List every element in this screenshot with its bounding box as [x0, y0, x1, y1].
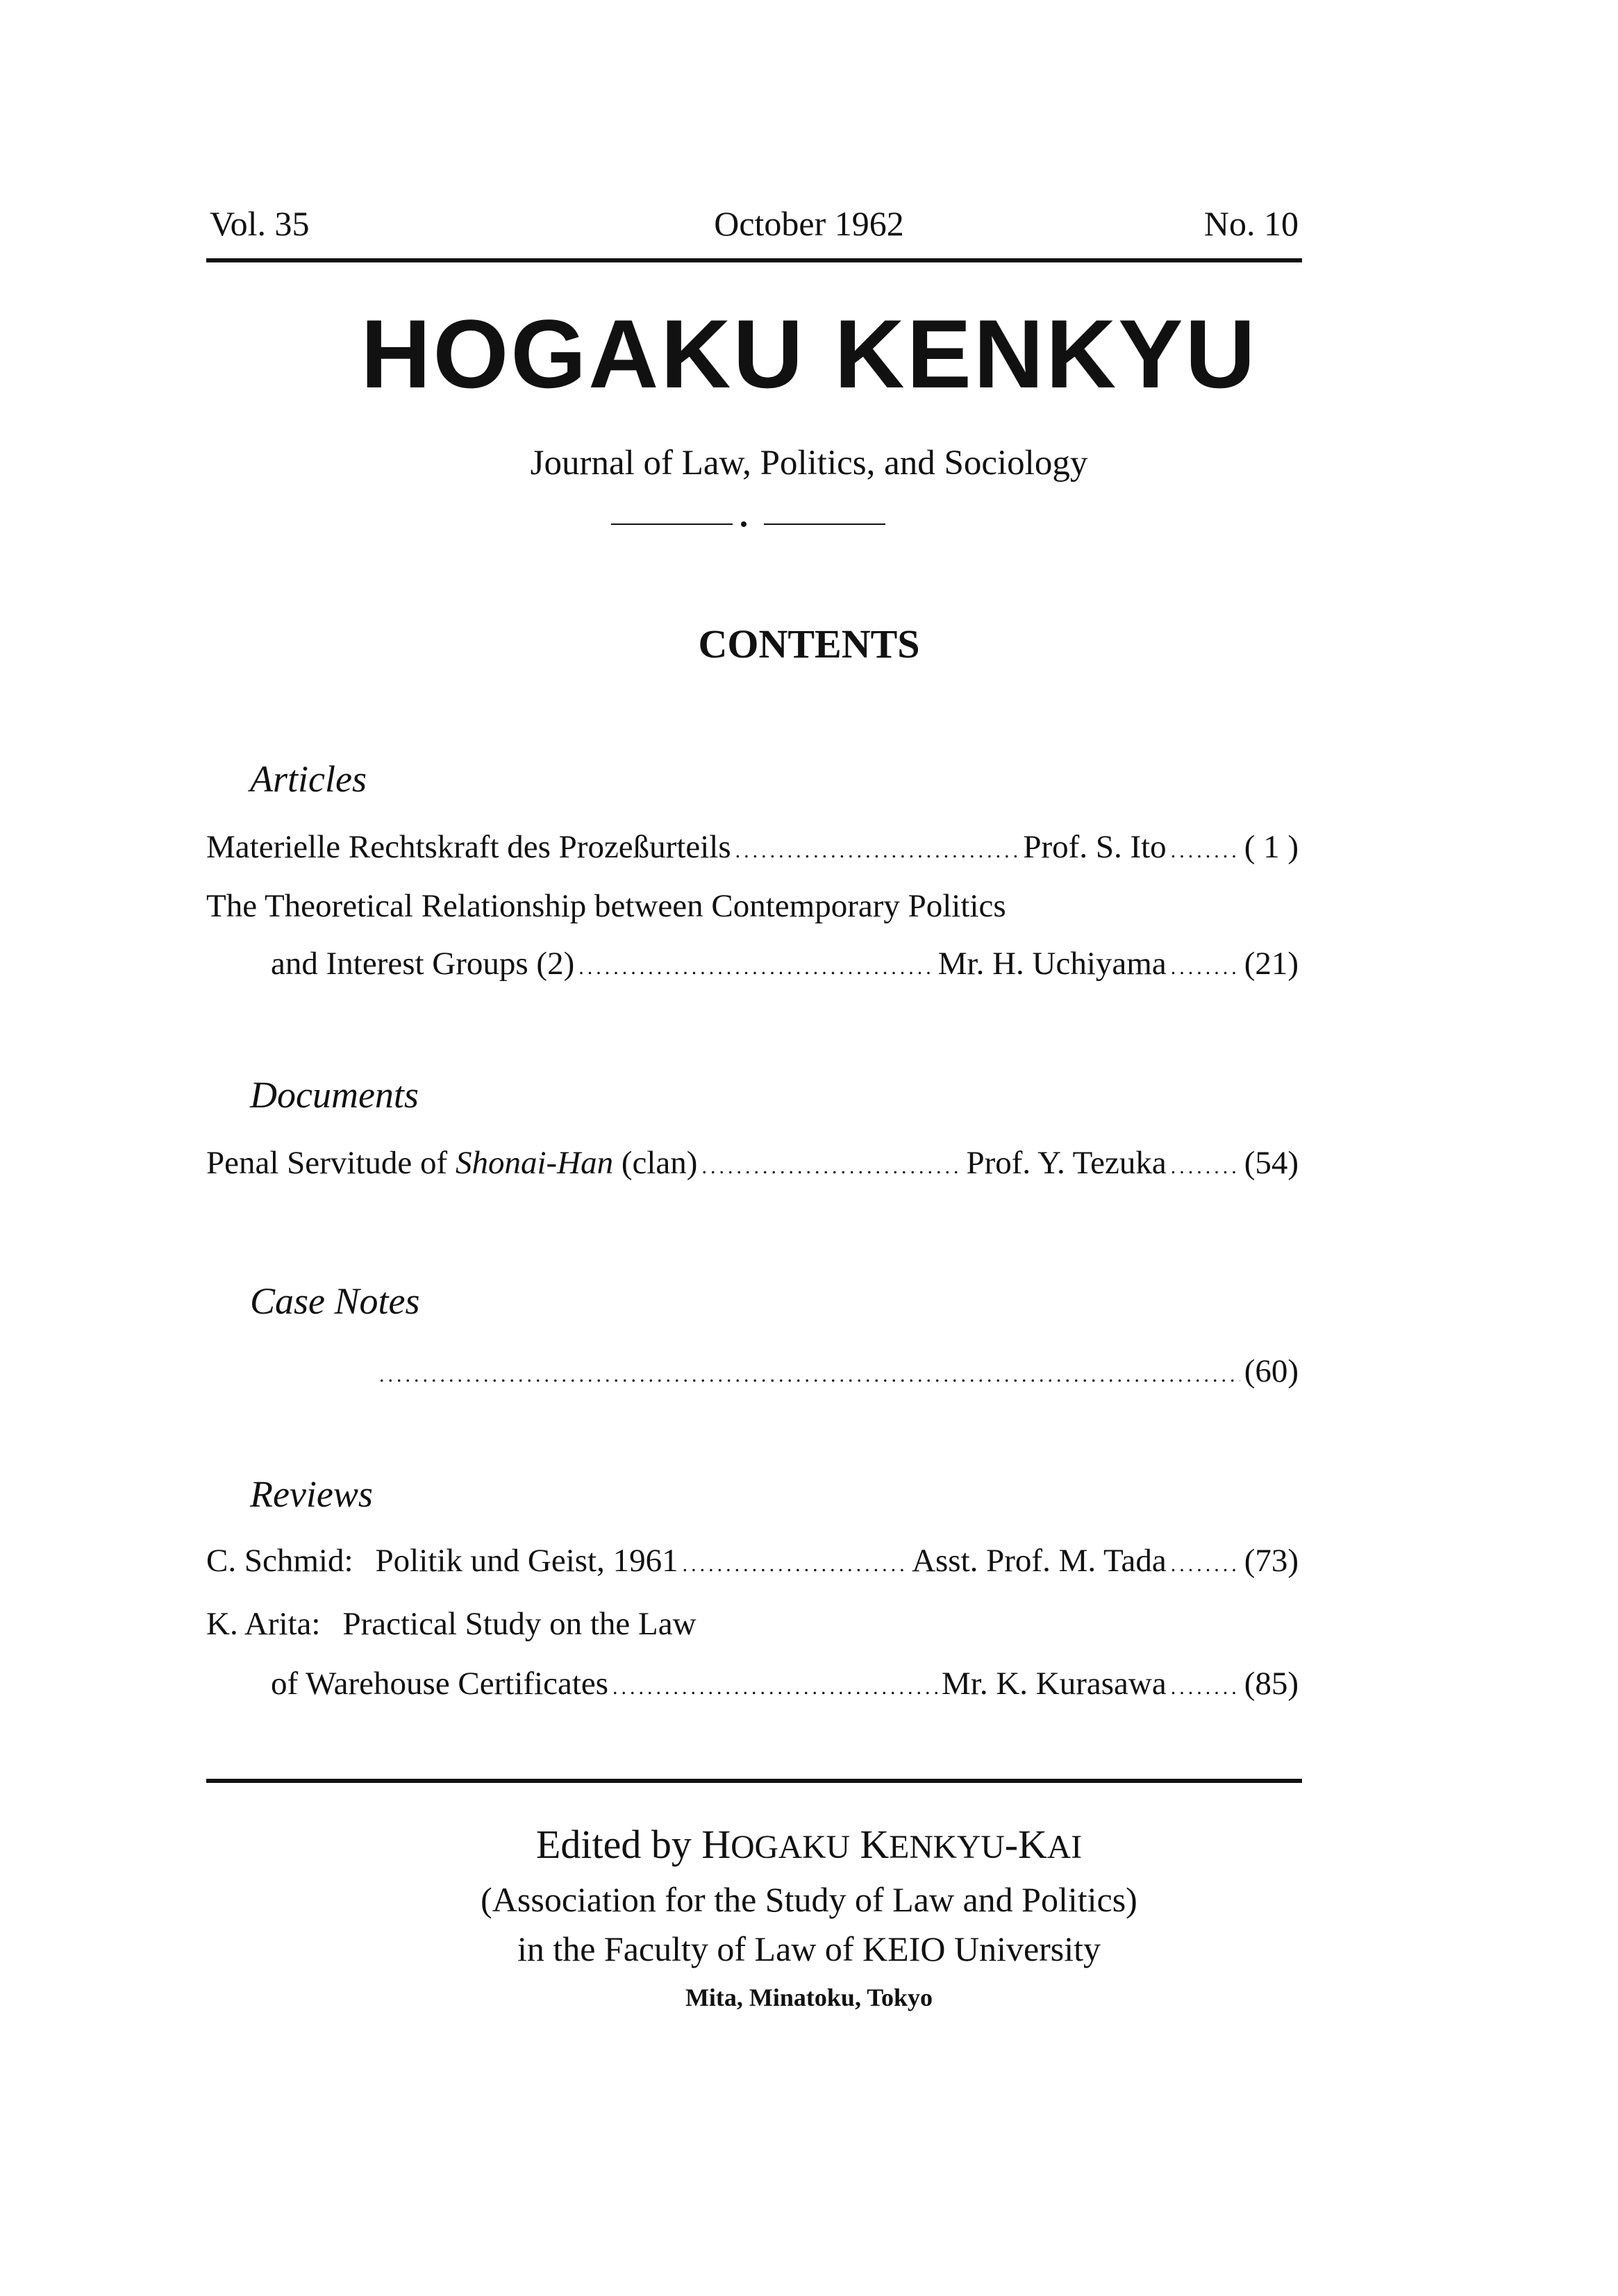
- faculty-line: in the Faculty of Law of KEIO University: [517, 1929, 1101, 1968]
- entry-author: Mr. K. Kurasawa: [941, 1666, 1167, 1702]
- dot-leader: [612, 1667, 937, 1709]
- dot-leader: [1171, 947, 1240, 989]
- dot-leader: [735, 830, 1019, 872]
- reviewed-author: K. Arita:: [206, 1606, 321, 1642]
- entry-page: ( 1 ): [1244, 829, 1299, 865]
- section-heading-articles: Articles: [250, 758, 367, 800]
- dot-leader: [683, 1544, 908, 1586]
- edited-by-line: Edited by HOGAKU KENKYU-KAI: [535, 1822, 1083, 1867]
- toc-entry-article-1[interactable]: [206, 826, 1299, 872]
- ornament-dot: [741, 521, 747, 527]
- issue-date: October 1962: [714, 204, 904, 243]
- ornament-line-right: [764, 523, 885, 525]
- contents-heading: CONTENTS: [698, 621, 920, 667]
- entry-author: Prof. Y. Tezuka: [966, 1145, 1167, 1181]
- entry-title: Politik und Geist, 1961: [375, 1543, 678, 1579]
- dot-leader: [1171, 1544, 1240, 1586]
- dot-leader: [1171, 1146, 1240, 1188]
- footer-rule: [206, 1779, 1302, 1783]
- toc-entry-review-2-line-1[interactable]: [206, 1603, 697, 1645]
- entry-title: Penal Servitude of Shonai-Han (clan): [206, 1145, 698, 1181]
- toc-entry-document-1[interactable]: [206, 1142, 1299, 1188]
- volume-label: Vol. 35: [210, 204, 310, 243]
- issue-number: No. 10: [1203, 204, 1299, 243]
- toc-entry-review-1[interactable]: [206, 1540, 1299, 1586]
- dot-leader: [1171, 1667, 1240, 1709]
- toc-entry-case-notes[interactable]: [375, 1350, 1299, 1396]
- entry-title: and Interest Groups (2): [271, 946, 575, 982]
- entry-page: (73): [1244, 1543, 1299, 1579]
- header-rule: [206, 258, 1302, 262]
- dot-leader: [578, 947, 934, 989]
- address-line: Mita, Minatoku, Tokyo: [685, 1984, 933, 2011]
- entry-author: Asst. Prof. M. Tada: [912, 1543, 1167, 1579]
- association-line: (Association for the Study of Law and Politics): [481, 1880, 1137, 1919]
- ornament-divider: [0, 519, 1618, 529]
- entry-title: of Warehouse Certificates: [271, 1666, 609, 1702]
- toc-entry-article-2[interactable]: [271, 943, 1299, 989]
- section-heading-case-notes: Case Notes: [250, 1280, 420, 1322]
- entry-page: (60): [1244, 1353, 1299, 1389]
- dot-leader: [701, 1146, 962, 1188]
- toc-entry-review-2[interactable]: [271, 1663, 1299, 1709]
- toc-entry-article-2-line-1[interactable]: The Theoretical Relationship between Contemporary Politics: [206, 888, 1006, 924]
- journal-subtitle: Journal of Law, Politics, and Sociology: [530, 444, 1088, 483]
- ornament-line-left: [611, 523, 733, 525]
- journal-title: HOGAKU KENKYU: [360, 299, 1258, 408]
- entry-author: Mr. H. Uchiyama: [937, 946, 1167, 982]
- entry-page: (85): [1244, 1666, 1299, 1702]
- entry-title: Materielle Rechtskraft des Prozeßurteils: [206, 829, 731, 865]
- dot-leader: [1171, 830, 1240, 872]
- section-heading-documents: Documents: [250, 1074, 419, 1116]
- entry-title: Practical Study on the Law: [342, 1606, 697, 1642]
- entry-page: (21): [1244, 946, 1299, 982]
- entry-author: Prof. S. Ito: [1023, 829, 1167, 865]
- entry-page: (54): [1244, 1145, 1299, 1181]
- dot-leader: [379, 1355, 1240, 1396]
- reviewed-author: C. Schmid:: [206, 1543, 353, 1579]
- section-heading-reviews: Reviews: [250, 1473, 373, 1515]
